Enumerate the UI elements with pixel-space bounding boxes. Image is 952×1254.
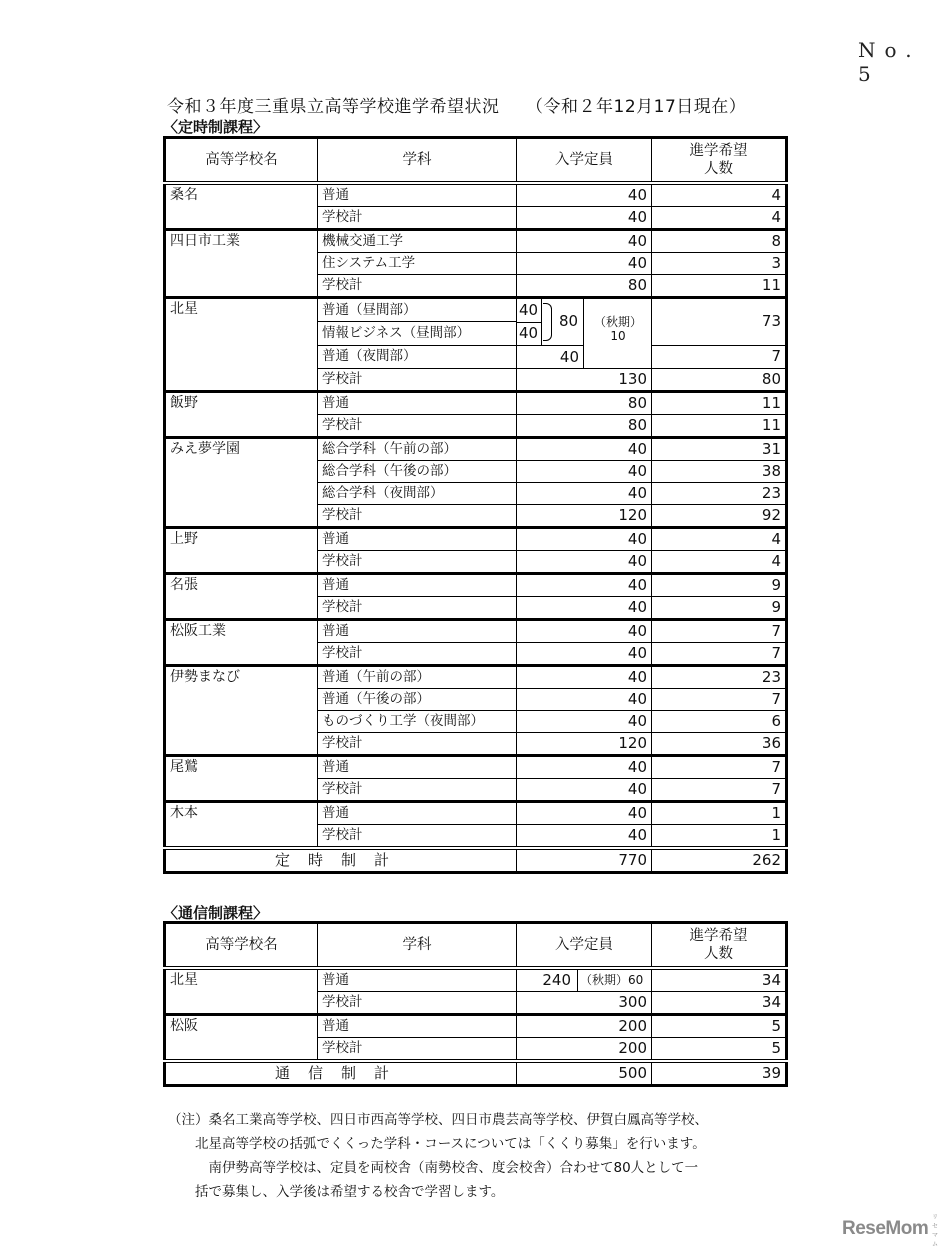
total-label: 定時制計 xyxy=(165,848,517,873)
header-dept: 学科 xyxy=(318,923,517,969)
total-row xyxy=(165,848,787,873)
footnote: （注）桑名工業高等学校、四日市西高等学校、四日市農芸高等学校、伊賀白鳳高等学校、 北星高等学校の括弧でくくった学科・コースについては「くくり募集」を行います。 南伊勢高等学校は、定員を両校舎（南勢校舎、度会校舎）合わせて80人として一 括で募集し、入学後は希望する校舎で学習します。 xyxy=(168,1112,708,1200)
tsushinsei-table xyxy=(163,921,788,1087)
school-name: 伊勢まなび xyxy=(165,666,318,756)
table-row: 尾鷲 普通 40 7 xyxy=(165,756,787,779)
table-row: 学校計 300 34 xyxy=(165,992,787,1015)
table-row: 学校計 40 4 xyxy=(165,551,787,574)
teijisei-table xyxy=(163,136,788,874)
table-row: みえ夢学園 総合学科（午前の部） 40 31 xyxy=(165,438,787,461)
school-name: 飯野 xyxy=(165,392,318,438)
school-name: みえ夢学園 xyxy=(165,438,318,528)
hokusei-tsushin-capacity-cell: 240 （秋期）60 xyxy=(517,968,652,992)
school-name: 木本 xyxy=(165,802,318,849)
table-row: 木本 普通 40 1 xyxy=(165,802,787,825)
table-row: 総合学科（午後の部） 40 38 xyxy=(165,461,787,483)
table-row: 松阪工業 普通 40 7 xyxy=(165,620,787,643)
school-name: 松阪工業 xyxy=(165,620,318,666)
school-name: 四日市工業 xyxy=(165,230,318,298)
table-row: 学校計 120 36 xyxy=(165,733,787,756)
table-row: ものづくり工学（夜間部） 40 6 xyxy=(165,711,787,733)
section-label-tsushinsei: 〈通信制課程〉 xyxy=(163,904,269,922)
school-name: 名張 xyxy=(165,574,318,620)
table-row: 飯野 普通 80 11 xyxy=(165,392,787,415)
table-row: 学校計 80 11 xyxy=(165,275,787,298)
table-row: 学校計 40 9 xyxy=(165,597,787,620)
school-name: 桑名 xyxy=(165,183,318,230)
school-name: 北星 xyxy=(165,968,318,1015)
section-label-teijisei: 〈定時制課程〉 xyxy=(163,118,269,136)
total-applicants: 39 xyxy=(652,1061,787,1086)
table-row: 学校計 40 7 xyxy=(165,643,787,666)
hokusei-capacity-cell: 40 40 80 40 （秋期） 10 xyxy=(517,298,652,369)
brace-icon xyxy=(543,303,552,341)
table-row: 学校計 120 92 xyxy=(165,505,787,528)
table-row: 学校計 200 5 xyxy=(165,1038,787,1062)
table-row: 住システム工学 40 3 xyxy=(165,253,787,275)
table-row: 普通（午後の部） 40 7 xyxy=(165,689,787,711)
table-row: 桑名 普通 40 4 xyxy=(165,183,787,207)
table-row: 情報ビジネス（昼間部） xyxy=(165,322,787,345)
table-row: 北星 普通 240 （秋期）60 34 xyxy=(165,968,787,992)
school-name: 尾鷲 xyxy=(165,756,318,802)
table-row: 学校計 80 11 xyxy=(165,415,787,438)
header-applicants: 進学希望 人数 xyxy=(652,138,787,184)
document-title: 令和３年度三重県立高等学校進学希望状況 （令和２年12月17日現在） xyxy=(167,97,747,117)
table-row: 伊勢まなび 普通（午前の部） 40 23 xyxy=(165,666,787,689)
school-name: 北星 xyxy=(165,298,318,392)
header-dept: 学科 xyxy=(318,138,517,184)
table-row: 名張 普通 40 9 xyxy=(165,574,787,597)
table-row: 総合学科（夜間部） 40 23 xyxy=(165,483,787,505)
total-capacity: 770 xyxy=(517,848,652,873)
table-row: 四日市工業 機械交通工学 40 8 xyxy=(165,230,787,253)
header-school: 高等学校名 xyxy=(165,138,318,184)
table-row: 上野 普通 40 4 xyxy=(165,528,787,551)
header-school: 高等学校名 xyxy=(165,923,318,969)
header-capacity: 入学定員 xyxy=(517,923,652,969)
resemom-logo: ReseMom リセマム xyxy=(842,1215,938,1248)
table-row: 北星 普通（昼間部） 40 40 80 40 （秋期） 10 73 xyxy=(165,298,787,322)
table-row: 学校計 130 80 xyxy=(165,369,787,392)
table-row: 学校計 40 7 xyxy=(165,779,787,802)
header-capacity: 入学定員 xyxy=(517,138,652,184)
school-name: 松阪 xyxy=(165,1015,318,1062)
school-name: 上野 xyxy=(165,528,318,574)
total-applicants: 262 xyxy=(652,848,787,873)
header-applicants: 進学希望 人数 xyxy=(652,923,787,969)
table-header-row xyxy=(165,923,787,969)
total-capacity: 500 xyxy=(517,1061,652,1086)
total-label: 通信制計 xyxy=(165,1061,517,1086)
table-row: 学校計 40 1 xyxy=(165,825,787,849)
table-row: 学校計 40 4 xyxy=(165,207,787,230)
total-row xyxy=(165,1061,787,1086)
table-row: 松阪 普通 200 5 xyxy=(165,1015,787,1038)
page-number: No. 5 xyxy=(858,38,921,86)
table-header-row xyxy=(165,138,787,184)
table-row: 普通（夜間部） 7 xyxy=(165,345,787,368)
